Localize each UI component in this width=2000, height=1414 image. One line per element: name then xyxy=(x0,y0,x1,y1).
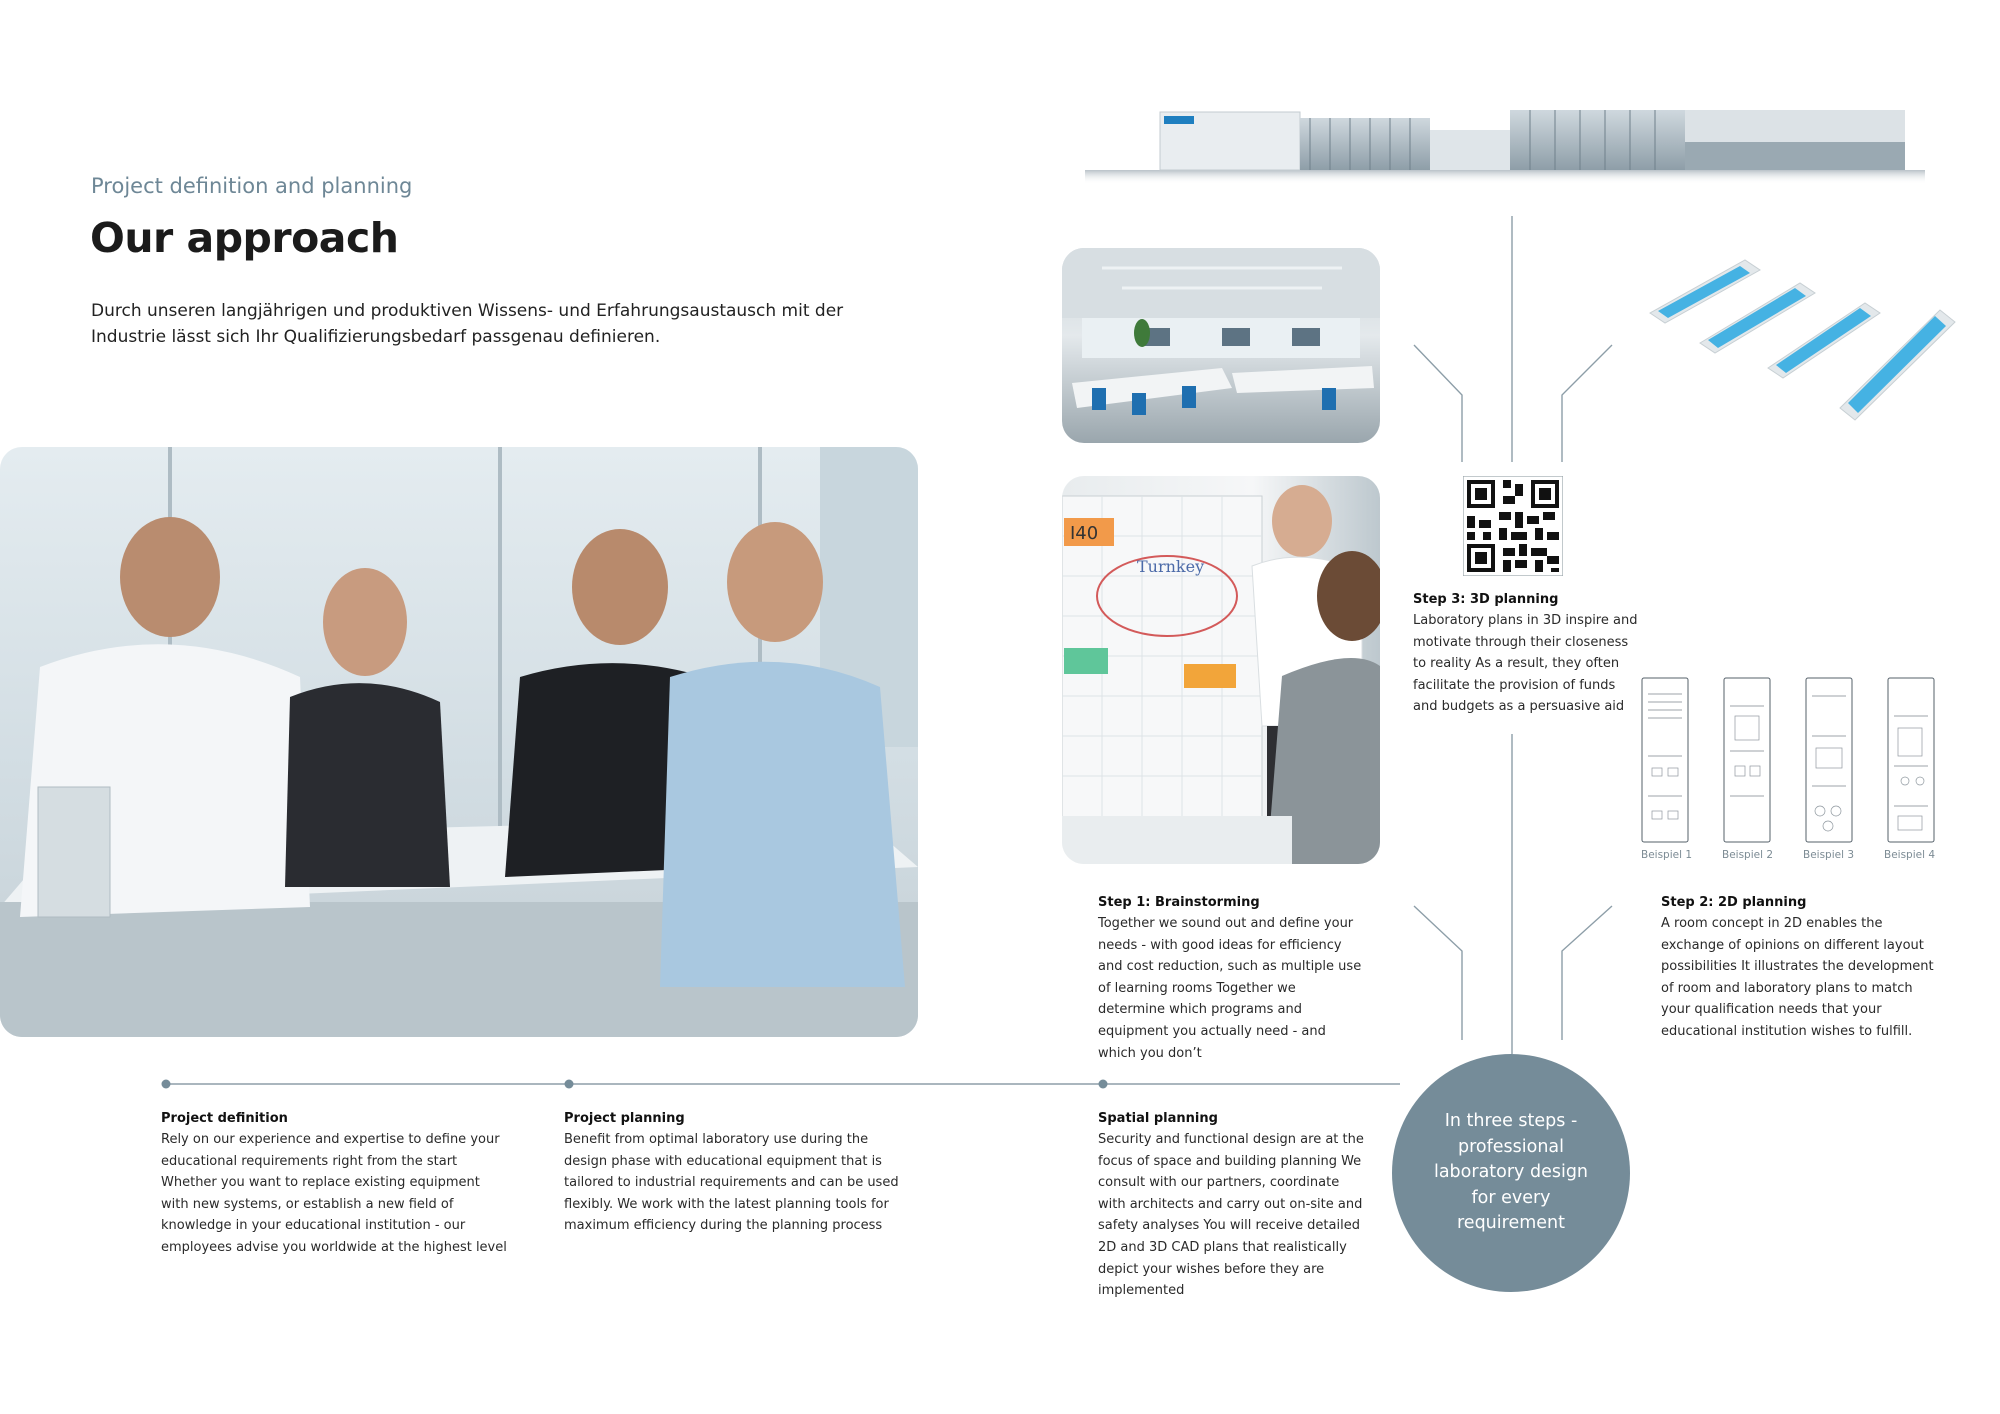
step-2-block xyxy=(1661,895,1941,1043)
summary-circle xyxy=(1392,1054,1630,1292)
step-2-text: A room concept in 2D enables the exchange of opinions on different layout possibilities It illustrates the development of room and laboratory plans to match your qualification needs that your educational institution wishes to fulfill. xyxy=(1661,916,1934,1039)
section-subtitle: Project definition and planning xyxy=(91,174,413,198)
step-3-block xyxy=(1413,592,1638,718)
timeline-item-project-planning xyxy=(564,1111,899,1237)
timeline-item-spatial-planning xyxy=(1098,1111,1364,1302)
step-1-block xyxy=(1098,895,1364,1064)
svg-text:Turnkey: Turnkey xyxy=(1137,557,1205,576)
summary-circle-text: In three steps - professional laboratory design for every requirement xyxy=(1433,1111,1589,1234)
timeline-text: Security and functional design are at the focus of space and building planning We consult with our partners, coordinate with architects and carry out on-site and safety analyses You will receive detailed 2D and 3D CAD plans that realistically depict your wishes before they are implemented xyxy=(1098,1132,1364,1299)
floorplan-caption: Beispiel 1 xyxy=(1640,849,1693,861)
svg-text:I40: I40 xyxy=(1070,523,1099,544)
step-2-heading: Step 2: 2D planning xyxy=(1661,895,1807,910)
floorplan-caption: Beispiel 2 xyxy=(1721,849,1774,861)
timeline-text: Rely on our experience and expertise to define your educational requirements right from the start Whether you want to replace existing equipment with new systems, or establish a new field of knowledge in your educational institution - our employees advise you worldwide at the highest level xyxy=(161,1132,507,1255)
intro-paragraph: Durch unseren langjährigen und produktiven Wissens- und Erfahrungsaustausch mit der Industrie lässt sich Ihr Qualifizierungsbedarf passgenau definieren. xyxy=(91,301,844,347)
step-3-text: Laboratory plans in 3D inspire and motivate through their closeness to reality As a result, they often facilitate the provision of funds and budgets as a persuasive aid xyxy=(1413,613,1638,715)
timeline-heading: Project planning xyxy=(564,1111,685,1126)
timeline-item-project-definition xyxy=(161,1111,511,1259)
step-1-text: Together we sound out and define your needs - with good ideas for efficiency and cost reduction, such as multiple use of learning rooms Together we determine which programs and equipment you actually need - and which you don’t xyxy=(1098,916,1362,1061)
step-1-heading: Step 1: Brainstorming xyxy=(1098,895,1260,910)
step-3-heading: Step 3: 3D planning xyxy=(1413,592,1559,607)
timeline-heading: Project definition xyxy=(161,1111,288,1126)
page-title: Our approach xyxy=(90,214,399,262)
timeline-text: Benefit from optimal laboratory use during the design phase with educational equipment that is tailored to industrial requirements and can be used flexibly. We work with the latest planning tools for maximum efficiency during the planning process xyxy=(564,1132,899,1234)
floorplan-caption: Beispiel 3 xyxy=(1802,849,1855,861)
timeline-heading: Spatial planning xyxy=(1098,1111,1218,1126)
floorplan-caption: Beispiel 4 xyxy=(1883,849,1936,861)
